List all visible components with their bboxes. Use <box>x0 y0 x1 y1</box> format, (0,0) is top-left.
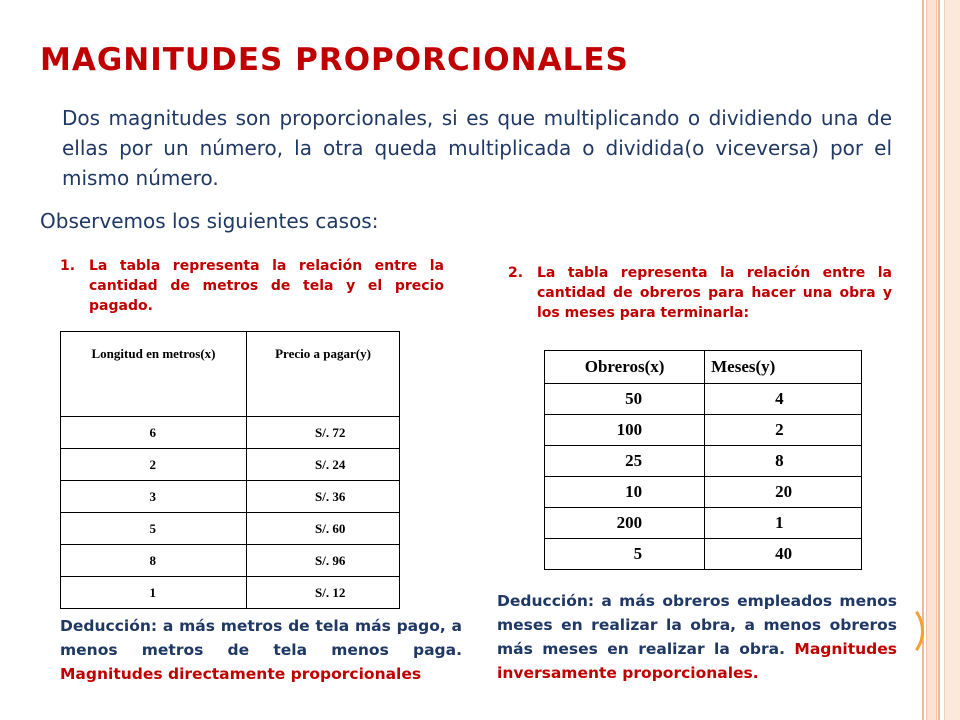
cell-y: 1 <box>705 508 862 539</box>
cell-y: S/. 60 <box>247 513 400 545</box>
column-header-meses: Meses(y) <box>705 351 862 384</box>
border-decoration <box>926 0 937 720</box>
border-decoration <box>944 0 960 720</box>
table-row <box>545 508 862 539</box>
case-1-deduction <box>60 614 462 686</box>
cell-x: 3 <box>61 481 247 513</box>
table-row <box>61 417 400 449</box>
cell-x: 50 <box>545 384 705 415</box>
case-2-deduction-conclusion: Magnitudes inversamente proporcionales. <box>497 640 897 682</box>
border-decoration <box>938 0 940 720</box>
cell-y: 2 <box>705 415 862 446</box>
cell-y: 20 <box>705 477 862 508</box>
case-1-deduction-lead: Deducción: a más metros de tela más pago, a menos metros de tela menos paga. <box>60 617 462 659</box>
cell-x: 8 <box>61 545 247 577</box>
case-1-deduction-conclusion: Magnitudes directamente proporcionales <box>60 665 422 683</box>
case-2-number: 2. <box>508 265 524 281</box>
cell-x: 2 <box>61 449 247 481</box>
case-1-description <box>60 256 444 316</box>
table-row <box>61 513 400 545</box>
border-decoration <box>922 0 924 720</box>
cell-x: 100 <box>545 415 705 446</box>
observe-heading: Observemos los siguientes casos: <box>40 209 379 233</box>
intro-paragraph: Dos magnitudes son proporcionales, si es que multiplicando o dividiendo una de ellas por un número, la otra queda multiplicada o dividida(o viceversa) por el mismo número. <box>62 106 892 190</box>
cell-y: S/. 12 <box>247 577 400 609</box>
table-row <box>61 577 400 609</box>
table-row <box>545 415 862 446</box>
case-1-number: 1. <box>60 258 76 274</box>
cell-y: S/. 72 <box>247 417 400 449</box>
table-obreros-meses <box>544 350 862 570</box>
case-1-text: La tabla representa la relación entre la cantidad de metros de tela y el precio pagado. <box>89 258 444 314</box>
case-2-description <box>508 263 892 323</box>
table-header-row <box>61 332 400 417</box>
table-row <box>545 539 862 570</box>
table-row <box>61 449 400 481</box>
column-header-longitud: Longitud en metros(x) <box>61 332 247 417</box>
cell-y: 40 <box>705 539 862 570</box>
cell-x: 6 <box>61 417 247 449</box>
slide-title: MAGNITUDES PROPORCIONALES <box>40 42 629 78</box>
column-header-precio: Precio a pagar(y) <box>247 332 400 417</box>
table-row <box>545 477 862 508</box>
table-row <box>61 481 400 513</box>
cell-x: 5 <box>545 539 705 570</box>
cell-x: 10 <box>545 477 705 508</box>
cell-x: 5 <box>61 513 247 545</box>
table-metros-precio <box>60 331 400 609</box>
cell-y: S/. 36 <box>247 481 400 513</box>
case-2-deduction-lead: Deducción: a más obreros empleados menos meses en realizar la obra, a menos obreros más meses en realizar la obra. <box>497 592 897 658</box>
cell-y: S/. 96 <box>247 545 400 577</box>
table-row <box>545 384 862 415</box>
cell-x: 25 <box>545 446 705 477</box>
table-header-row <box>545 351 862 384</box>
cell-x: 1 <box>61 577 247 609</box>
cell-x: 200 <box>545 508 705 539</box>
cell-y: 8 <box>705 446 862 477</box>
cell-y: 4 <box>705 384 862 415</box>
case-2-deduction <box>497 589 897 685</box>
table-row <box>545 446 862 477</box>
cell-y: S/. 24 <box>247 449 400 481</box>
case-2-text: La tabla representa la relación entre la cantidad de obreros para hacer una obra y los meses para terminarla: <box>537 265 892 321</box>
column-header-obreros: Obreros(x) <box>545 351 705 384</box>
table-row <box>61 545 400 577</box>
